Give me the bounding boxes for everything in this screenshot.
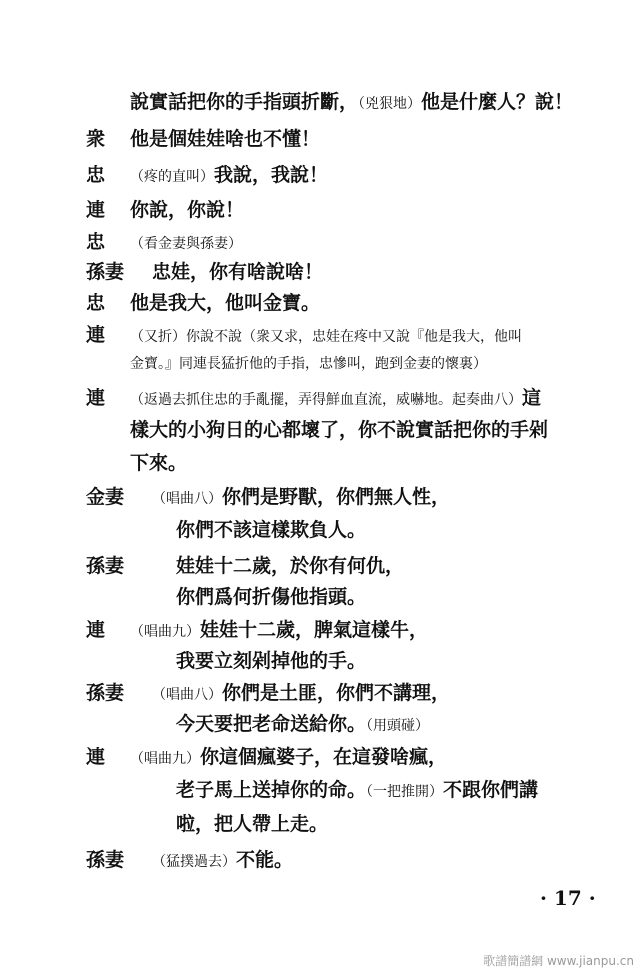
- line-text: [176, 778, 538, 804]
- dialogue: 不跟你們講: [443, 779, 539, 801]
- dialogue: 你們不該這樣欺負人。: [176, 519, 367, 541]
- line-text: [176, 812, 328, 836]
- dialogue: 這: [522, 387, 542, 409]
- line-text: [176, 585, 366, 609]
- line-text: [152, 681, 450, 707]
- line-text: [130, 230, 242, 256]
- dialogue: 下來。: [130, 452, 188, 474]
- dialogue: 不能。: [236, 849, 294, 871]
- speaker-name: 忠: [86, 164, 106, 186]
- dialogue: 說實話把你的手指頭折斷，: [130, 91, 359, 113]
- line-text: [130, 90, 573, 116]
- line-text: [152, 485, 450, 511]
- speaker-name: 孫妻: [86, 849, 125, 871]
- stage-direction: （疼的直叫）: [130, 169, 214, 185]
- dialogue: 娃娃十二歲，於你有何仇，: [176, 555, 405, 577]
- line-text: [130, 386, 541, 412]
- stage-direction: （用頭碰）: [366, 718, 430, 734]
- line-text: [130, 127, 320, 151]
- speaker-name: 連: [86, 324, 106, 346]
- line-text: [130, 418, 548, 442]
- dialogue: 他是個娃娃啥也不懂！: [130, 128, 321, 150]
- dialogue: 你這個瘋婆子，在這發啥瘋，: [200, 746, 448, 768]
- line-text: [176, 518, 366, 542]
- line-text: [130, 291, 320, 315]
- speaker-name: 孫妻: [86, 682, 125, 704]
- stage-direction: （返過去抓住忠的手亂擺，弄得鮮血直流，威嚇地。起奏曲八）: [130, 392, 522, 408]
- dialogue: 娃娃十二歲，脾氣這樣牛，: [200, 619, 429, 641]
- line-text: [152, 848, 293, 874]
- dialogue: 忠娃，你有啥說啥！: [152, 261, 324, 283]
- dialogue: 他是什麼人？說！: [421, 91, 574, 113]
- speaker-name: 忠: [86, 231, 106, 253]
- line-text: [152, 260, 323, 284]
- dialogue: 啦，把人帶上走。: [176, 813, 329, 835]
- stage-direction: （猛撲過去）: [152, 854, 236, 870]
- speaker-name: 衆: [86, 128, 106, 150]
- line-text: [130, 451, 187, 475]
- dialogue: 你們是野獸，你們無人性，: [222, 486, 451, 508]
- dialogue: 你說，你說！: [130, 199, 245, 221]
- speaker-name: 連: [86, 199, 106, 221]
- line-text: [176, 554, 404, 578]
- dialogue: 今天要把老命送給你。: [176, 713, 367, 735]
- stage-direction: （兇狠地）: [358, 96, 422, 112]
- stage-direction: （看金妻與孫妻）: [130, 236, 242, 252]
- dialogue: 老子馬上送掉你的命。: [176, 779, 367, 801]
- speaker-name: 孫妻: [86, 261, 125, 283]
- line-text: [130, 323, 522, 349]
- line-text: [130, 618, 428, 644]
- line-text: [130, 745, 447, 771]
- dialogue: 我說，我說！: [214, 164, 329, 186]
- dialogue: 你們爲何折傷他指頭。: [176, 586, 367, 608]
- speaker-name: 連: [86, 619, 106, 641]
- dialogue: 樣大的小狗日的心都壞了，你不說實話把你的手剁: [130, 419, 549, 441]
- line-text: [130, 350, 487, 376]
- stage-direction: （唱曲九）: [130, 624, 200, 640]
- speaker-name: 連: [86, 387, 106, 409]
- speaker-name: 金妻: [86, 486, 125, 508]
- dialogue: 你們是土匪，你們不講理，: [222, 682, 451, 704]
- line-text: [130, 198, 244, 222]
- stage-direction: （唱曲八）: [152, 491, 222, 507]
- speaker-name: 連: [86, 746, 106, 768]
- dialogue: 我要立刻剁掉他的手。: [176, 650, 367, 672]
- line-text: [176, 712, 429, 738]
- line-text: [176, 649, 366, 673]
- stage-direction: 金寶。』同連長猛折他的手指，忠慘叫，跑到金妻的懷裏）: [130, 356, 487, 372]
- stage-direction: （一把推開）: [366, 784, 444, 800]
- stage-direction: （唱曲九）: [130, 751, 200, 767]
- page-number: · 17 ·: [540, 886, 596, 910]
- stage-direction: （又折）你說不說（衆又求，忠娃在疼中又說『他是我大，他叫: [130, 329, 522, 345]
- line-text: [130, 163, 328, 189]
- watermark: 歌譜簡譜網 www.jianpu.cn: [483, 954, 634, 968]
- speaker-name: 忠: [86, 292, 106, 314]
- dialogue: 他是我大，他叫金寶。: [130, 292, 321, 314]
- speaker-name: 孫妻: [86, 555, 125, 577]
- stage-direction: （唱曲八）: [152, 687, 222, 703]
